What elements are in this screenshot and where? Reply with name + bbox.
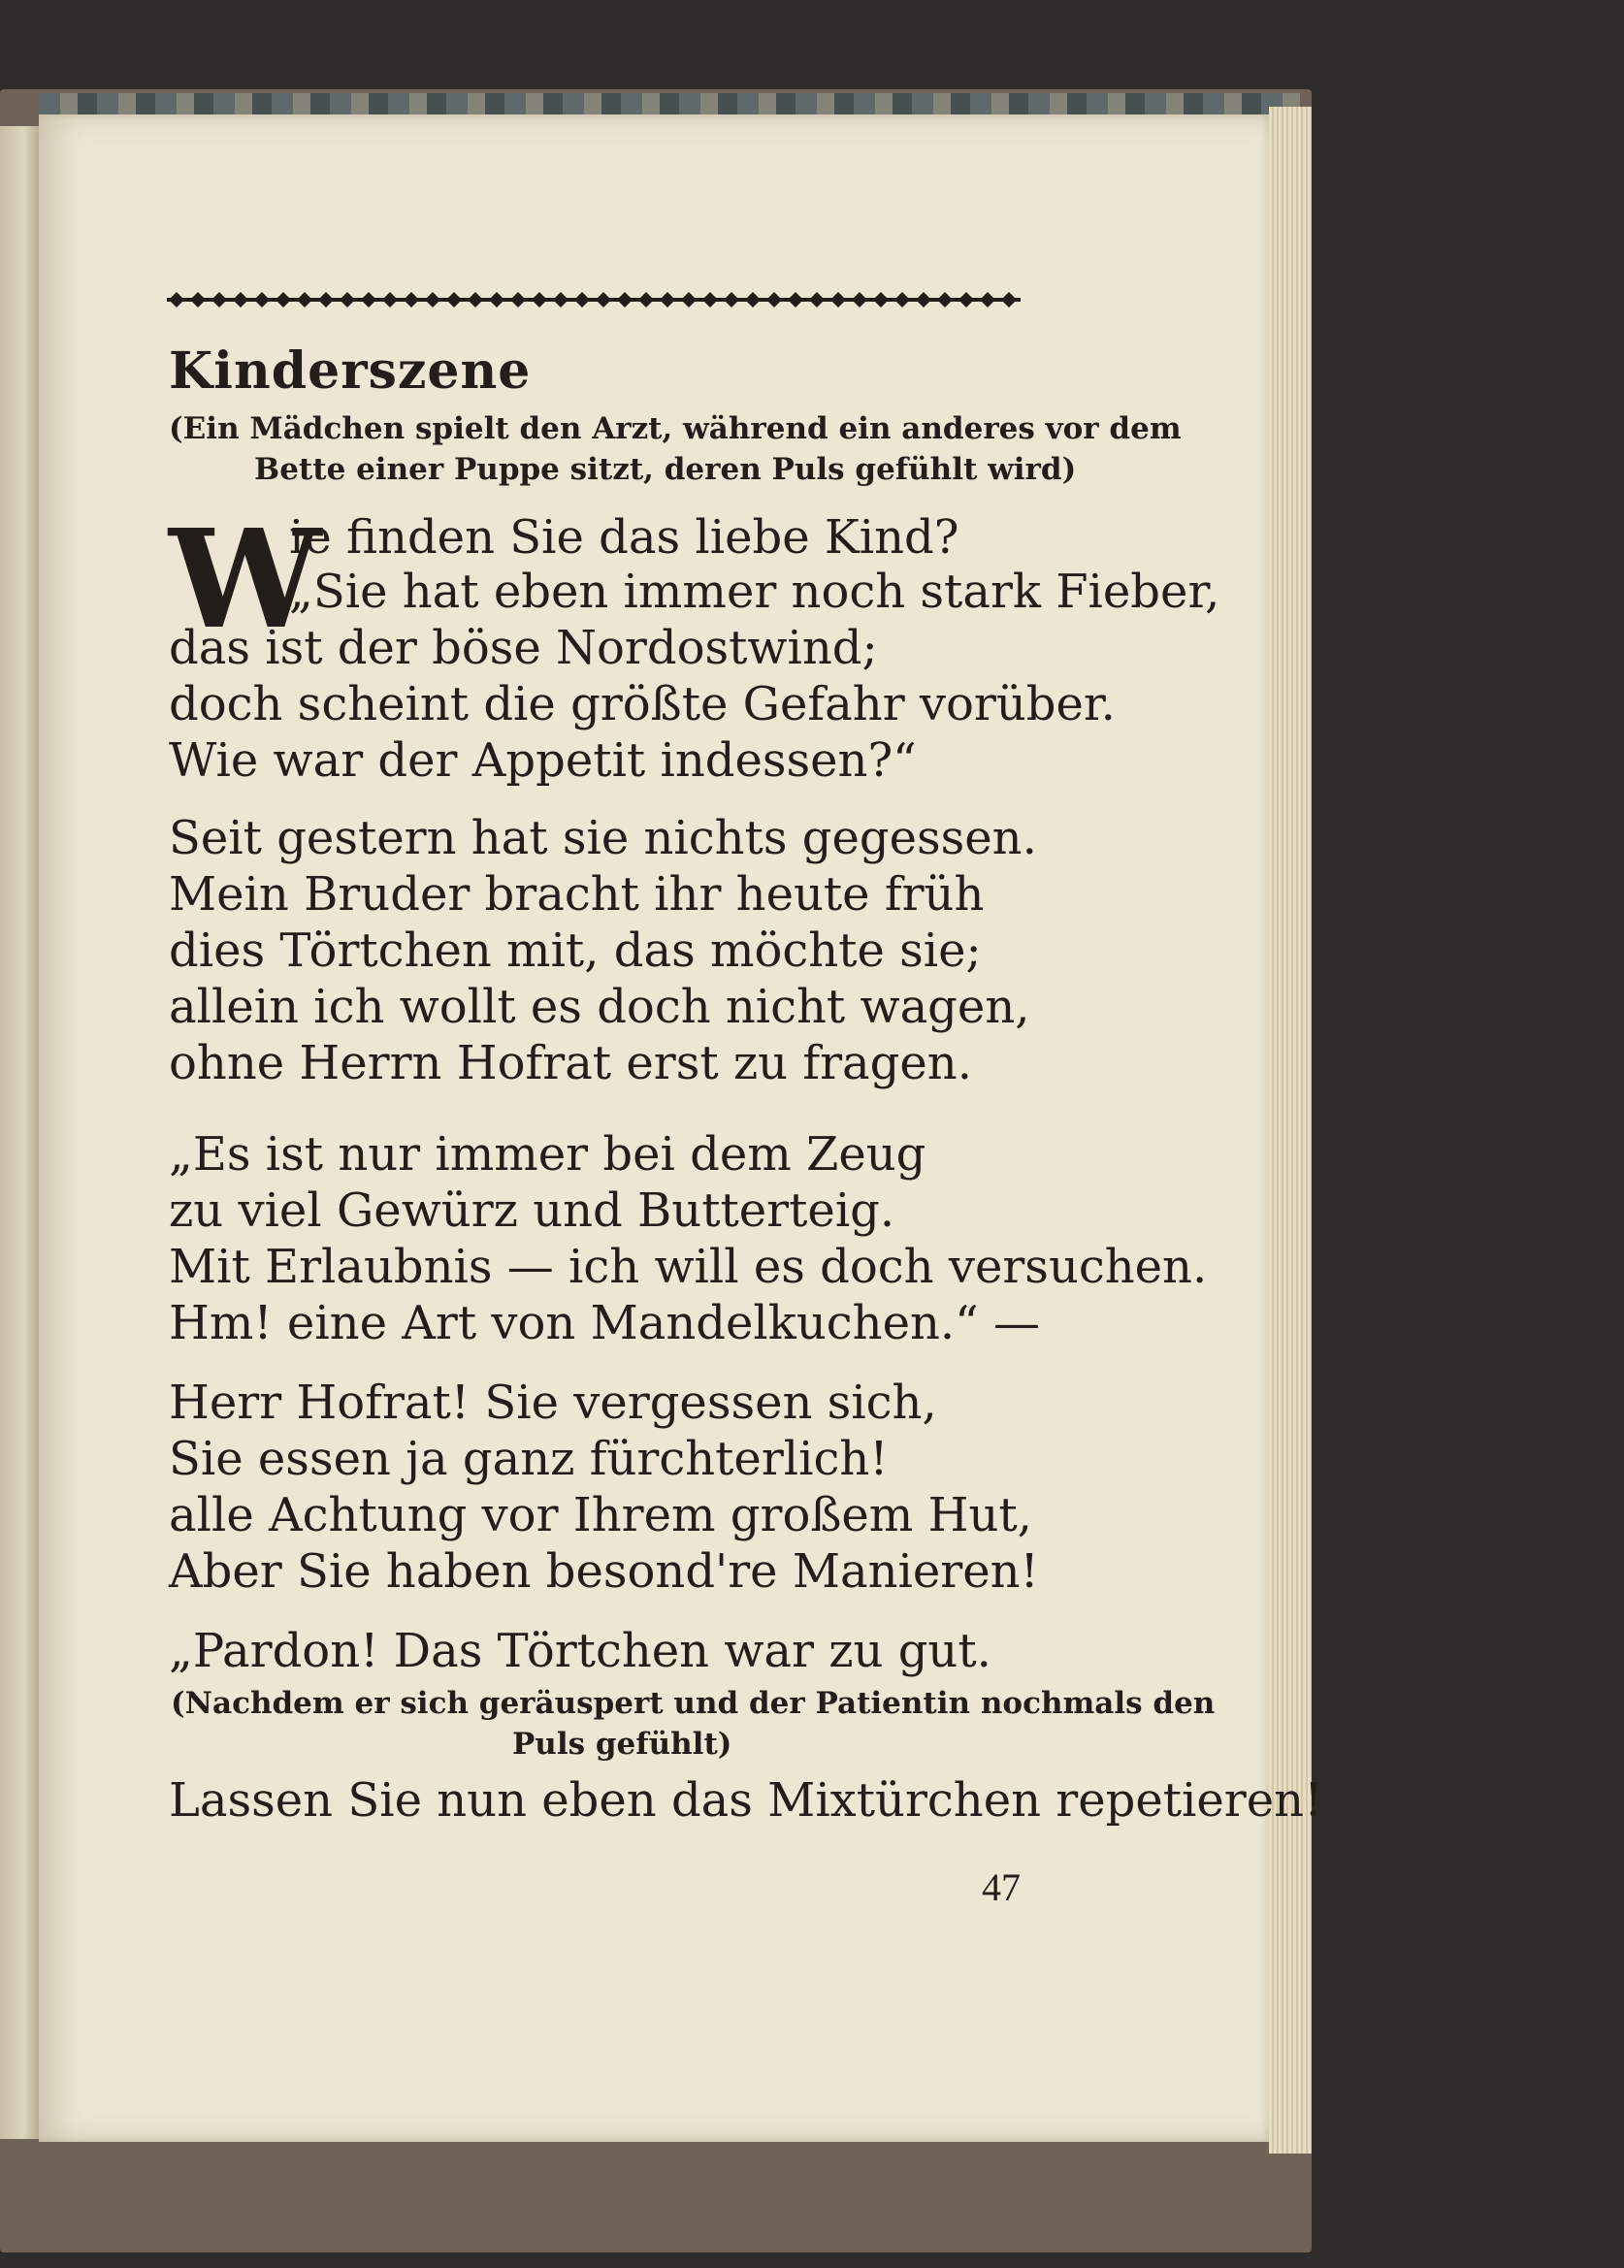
verse-line: Mit Erlaubnis — ich will es doch versuchen. [169,1240,1208,1294]
verse-line: Mein Bruder bracht ihr heute früh [169,867,985,922]
verse-line: „Es ist nur immer bei dem Zeug [169,1127,926,1182]
drop-cap: W [169,501,322,660]
verse-line: Sie essen ja ganz fürchterlich! [169,1432,889,1486]
verse-line: Aber Sie haben besond're Manieren! [169,1544,1039,1599]
stage-direction-line: Puls gefühlt) [512,1727,732,1762]
verse-line: Wie war der Appetit indessen?“ [169,733,917,788]
verse-line: zu viel Gewürz und Butterteig. [169,1183,895,1238]
page-number: 47 [982,1865,1021,1909]
verse-line: dies Törtchen mit, das möchte sie; [169,923,982,978]
verse-line: Seit gestern hat sie nichts gegessen. [169,811,1037,865]
verse-line: allein ich wollt es doch nicht wagen, [169,980,1030,1034]
verse-line: „Pardon! Das Törtchen war zu gut. [169,1624,991,1678]
stage-direction-line: (Nachdem er sich geräuspert und der Patientin nochmals den [171,1686,1216,1721]
verse-line: Hm! eine Art von Mandelkuchen.“ — [169,1296,1040,1350]
verse-line: „Sie hat eben immer noch stark Fieber, [289,565,1220,619]
verse-line: ohne Herrn Hofrat erst zu fragen. [169,1036,972,1090]
poem-title: Kinderszene [169,341,532,401]
stage-direction-line: Bette einer Puppe sitzt, deren Puls gefühlt wird) [254,452,1077,487]
verse-line: Lassen Sie nun eben das Mixtürchen repetieren! [169,1773,1323,1828]
verse-line: doch scheint die größte Gefahr vorüber. [169,677,1116,731]
verse-line: das ist der böse Nordostwind; [169,621,878,675]
verse-line: alle Achtung vor Ihrem großem Hut, [169,1488,1032,1542]
stage-direction-line: (Ein Mädchen spielt den Arzt, während ein anderes vor dem [169,411,1182,446]
verse-line: ie finden Sie das liebe Kind? [289,510,959,565]
verse-line: Herr Hofrat! Sie vergessen sich, [169,1376,937,1430]
